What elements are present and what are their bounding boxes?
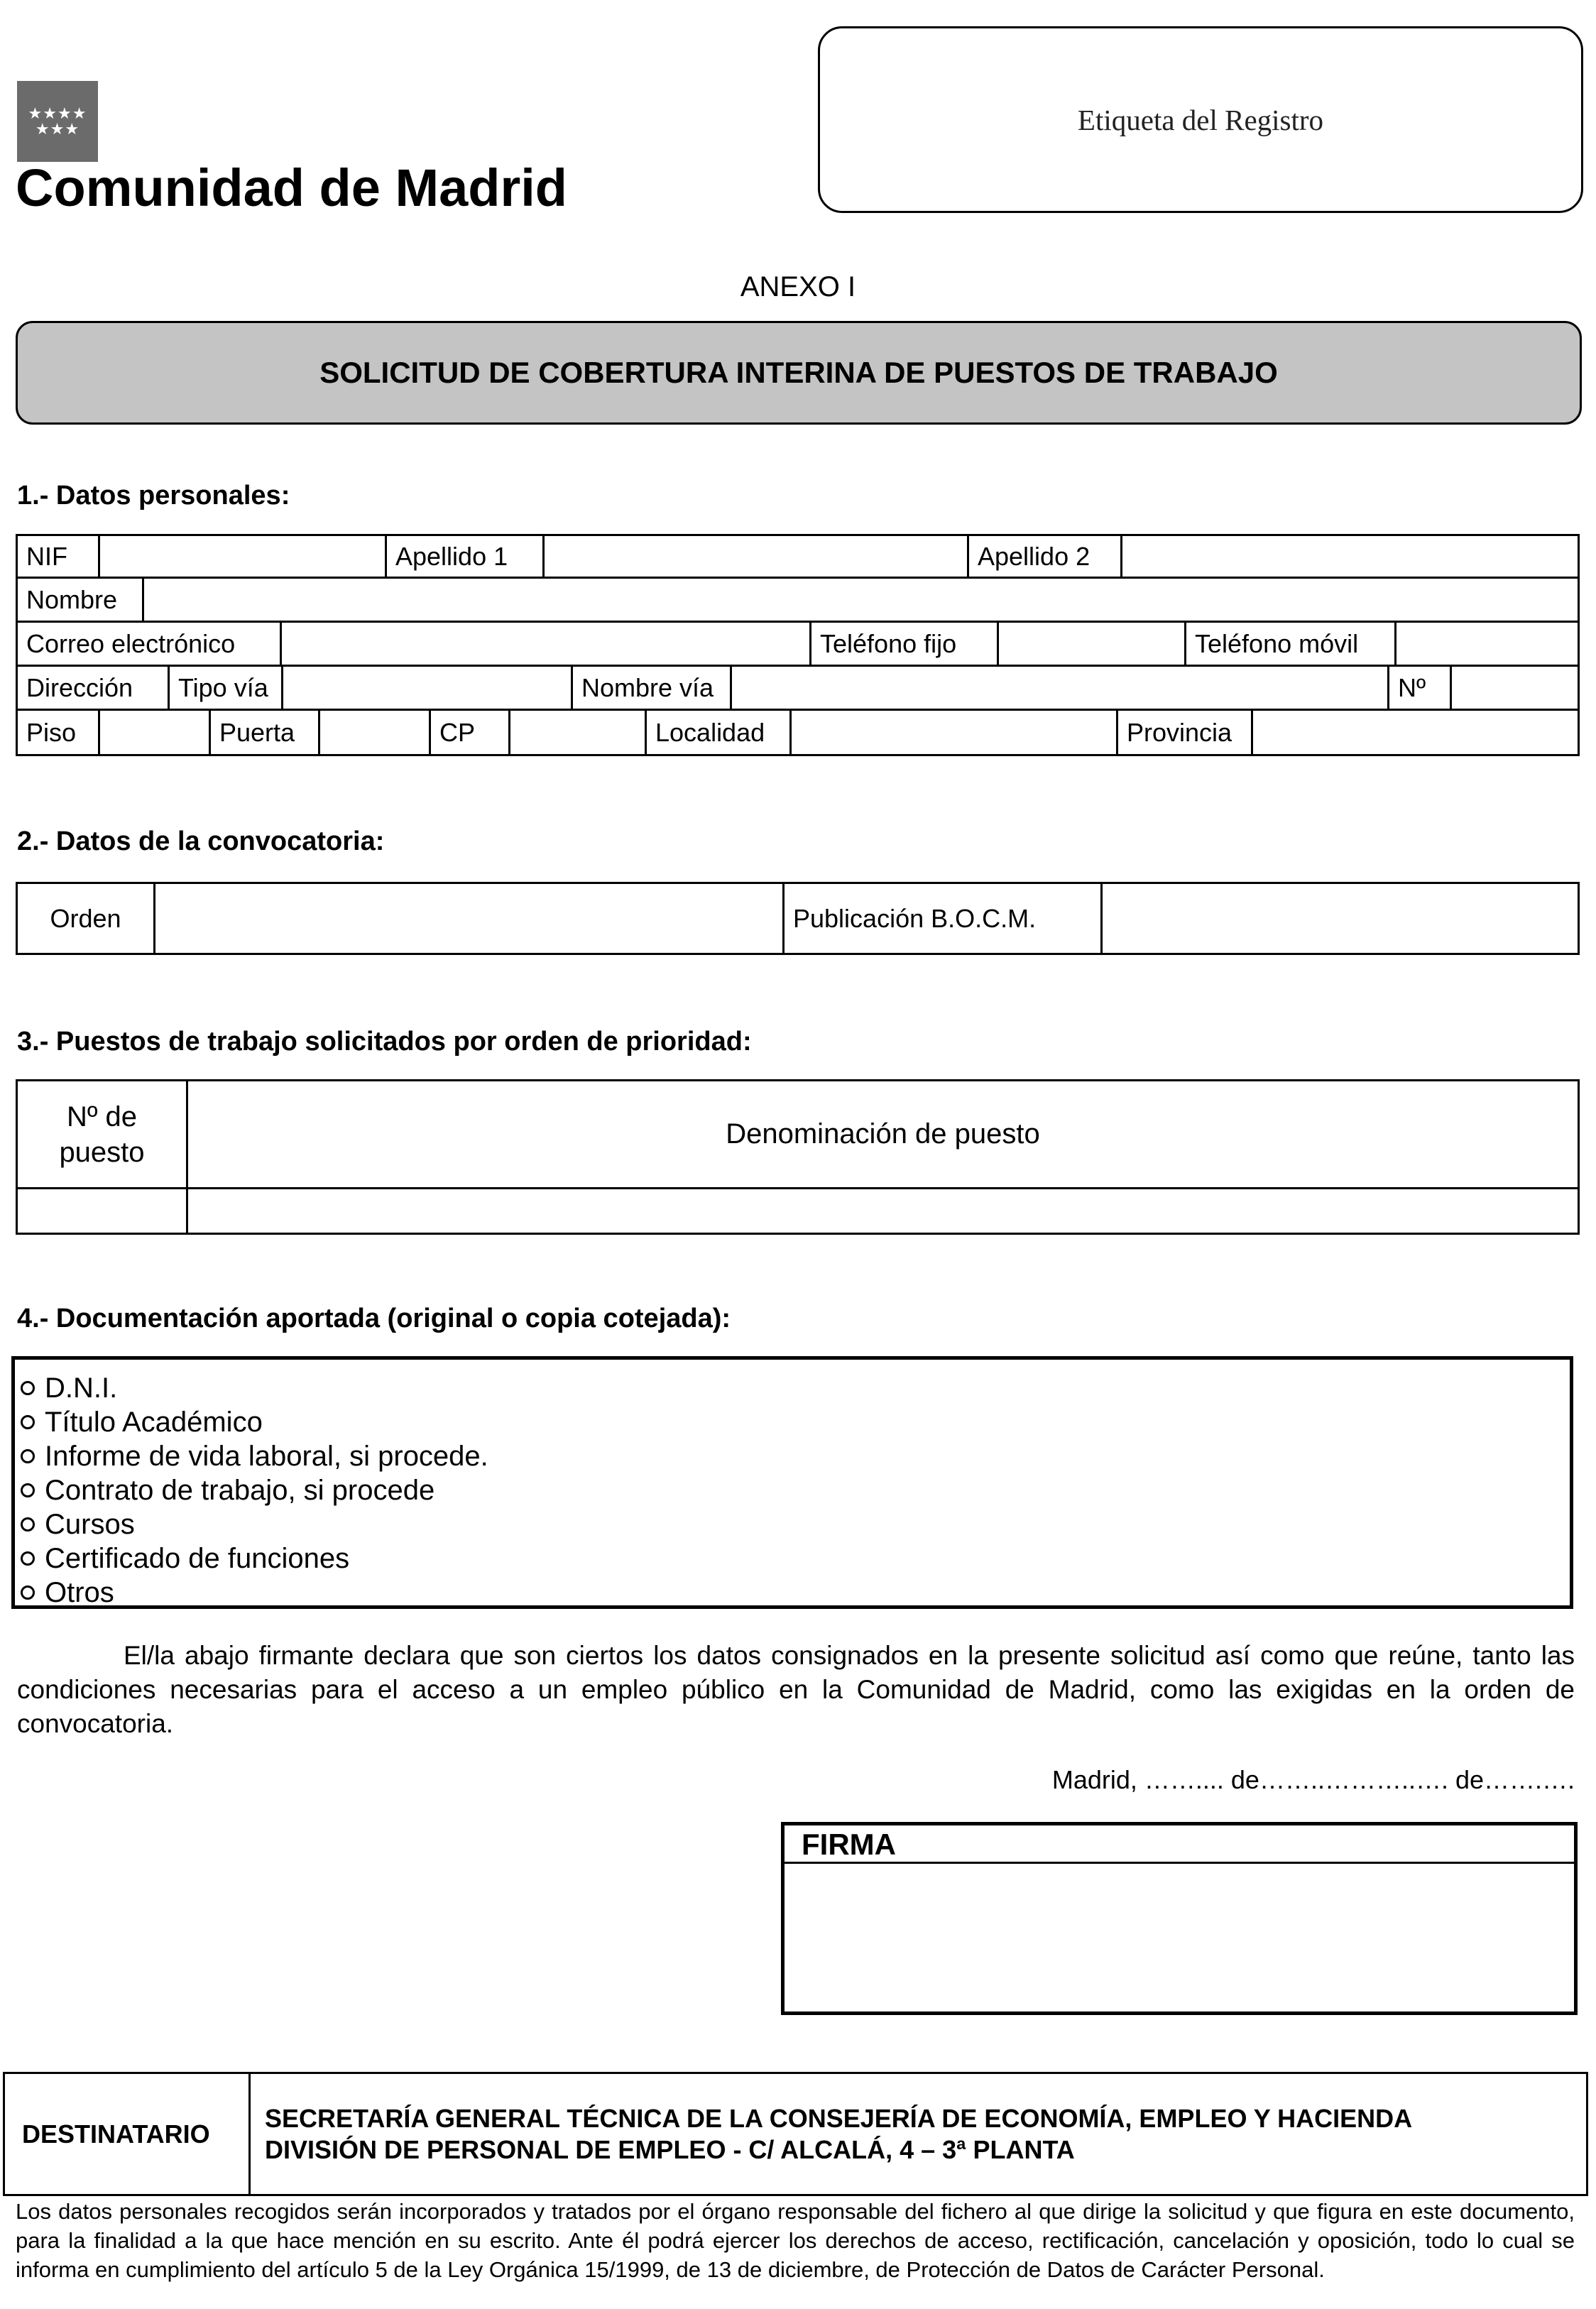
document-option-titulo[interactable] [21,1405,1570,1439]
localidad-field[interactable] [791,710,1117,755]
correo-field[interactable] [281,622,811,666]
form-title-bar [16,321,1582,425]
nif-label: NIF [17,535,99,578]
form-title: SOLICITUD DE COBERTURA INTERINA DE PUESTOS DE TRABAJO [319,356,1278,389]
positions-table [16,1079,1580,1235]
documents-list [11,1356,1573,1609]
piso-label: Piso [17,710,99,755]
provincia-label: Provincia [1117,710,1252,755]
annex-label: ANEXO I [740,271,856,302]
document-label: Informe de vida laboral, si procede. [45,1441,488,1472]
personal-data-row-3 [16,621,1580,667]
nombre-field[interactable] [143,578,1579,622]
cp-field[interactable] [510,710,646,755]
radio-icon[interactable] [21,1449,35,1463]
org-name: Comunidad de Madrid [16,158,567,217]
puerta-field[interactable] [319,710,430,755]
radio-icon[interactable] [21,1483,35,1497]
document-option-vida-laboral[interactable] [21,1439,1570,1473]
orden-label: Orden [17,883,155,954]
radio-icon[interactable] [21,1381,35,1395]
document-label: Otros [45,1577,114,1608]
position-number-header-line2: puesto [59,1136,145,1168]
madrid-stars-logo [17,81,98,162]
signature-box[interactable] [781,1822,1578,2015]
nombre-via-label: Nombre vía [572,666,731,710]
section-personal-data-title: 1.- Datos personales: [17,481,290,511]
telefono-fijo-label: Teléfono fijo [811,622,998,666]
document-label: Título Académico [45,1407,263,1438]
document-label: Certificado de funciones [45,1543,350,1574]
section-documents-title: 4.- Documentación aportada (original o copia cotejada): [17,1304,731,1333]
telefono-movil-field[interactable] [1396,622,1579,666]
tipo-via-label: Tipo vía [169,666,283,710]
document-option-certificado[interactable] [21,1541,1570,1576]
personal-data-row-4 [16,665,1580,711]
position-name-field[interactable] [187,1189,1579,1234]
apellido1-label: Apellido 1 [386,535,544,578]
telefono-fijo-field[interactable] [998,622,1186,666]
numero-field[interactable] [1451,666,1579,710]
registry-label: Etiqueta del Registro [1077,104,1324,136]
section-call-data-title: 2.- Datos de la convocatoria: [17,826,385,856]
telefono-movil-label: Teléfono móvil [1186,622,1396,666]
tipo-via-field[interactable] [283,666,572,710]
personal-data-row-1 [16,534,1580,579]
nombre-via-field[interactable] [731,666,1389,710]
document-option-contrato[interactable] [21,1473,1570,1507]
apellido2-field[interactable] [1122,535,1579,578]
radio-icon[interactable] [21,1551,35,1566]
position-number-header [17,1081,187,1189]
recipient-line-2: DIVISIÓN DE PERSONAL DE EMPLEO - C/ ALCALÁ, 4 – 3ª PLANTA [265,2134,1075,2164]
nif-field[interactable] [99,535,386,578]
stars-icon: ★★★★ ★★★ [28,104,87,138]
privacy-notice: Los datos personales recogidos serán incorporados y tratados por el órgano responsable del fichero al que dirige la solicitud y que figura en este documento, para la finalidad a la que hace mención en su escrito. Ante él podrá ejercer los derechos de acceso, rectificación, cancelación y oposición, todo lo cual se informa en cumplimiento del artículo 5 de la Ley Orgánica 15/1999, de 13 de diciembre, de Protección de Datos de Carácter Personal. [16,2199,1575,2282]
numero-label: Nº [1389,666,1451,710]
localidad-label: Localidad [646,710,791,755]
apellido1-field[interactable] [544,535,968,578]
apellido2-label: Apellido 2 [968,535,1122,578]
puerta-label: Puerta [210,710,319,755]
section-positions-title: 3.- Puestos de trabajo solicitados por orden de prioridad: [17,1027,752,1057]
cp-label: CP [430,710,510,755]
place-date-line[interactable]: Madrid, …….... de……..………..…. de…….…. [1051,1765,1575,1794]
signature-label: FIRMA [785,1825,1574,1864]
orden-field[interactable] [155,883,784,954]
radio-icon[interactable] [21,1585,35,1600]
position-name-header: Denominación de puesto [187,1081,1579,1189]
recipient-label: DESTINATARIO [4,2073,250,2195]
document-option-cursos[interactable] [21,1507,1570,1541]
document-label: D.N.I. [45,1372,118,1404]
direccion-label: Dirección [17,666,169,710]
declaration-text: El/la abajo firmante declara que son ciertos los datos consignados en la presente solicitud así como que reúne, tanto las condiciones necesarias para el acceso a un empleo público en la Comunidad de Madrid, como las exigidas en la orden de convocatoria. [17,1641,1575,1738]
document-option-dni[interactable] [21,1371,1570,1405]
personal-data-row-5 [16,709,1580,756]
position-number-header-line1: Nº de [66,1101,138,1132]
recipient-line-1: SECRETARÍA GENERAL TÉCNICA DE LA CONSEJERÍA DE ECONOMÍA, EMPLEO Y HACIENDA [265,2103,1413,2133]
recipient-address [250,2073,1587,2195]
piso-field[interactable] [99,710,210,755]
radio-icon[interactable] [21,1415,35,1429]
nombre-label: Nombre [17,578,143,622]
position-number-field[interactable] [17,1189,187,1234]
correo-label: Correo electrónico [17,622,281,666]
registry-label-box [818,26,1583,213]
document-label: Cursos [45,1509,135,1540]
provincia-field[interactable] [1252,710,1579,755]
recipient-table [3,2072,1588,2196]
publicacion-field[interactable] [1102,883,1579,954]
personal-data-row-2 [16,577,1580,623]
radio-icon[interactable] [21,1517,35,1532]
publicacion-label: Publicación B.O.C.M. [784,883,1102,954]
document-label: Contrato de trabajo, si procede [45,1475,435,1506]
document-option-otros[interactable] [21,1576,1570,1610]
call-data-table [16,882,1580,955]
